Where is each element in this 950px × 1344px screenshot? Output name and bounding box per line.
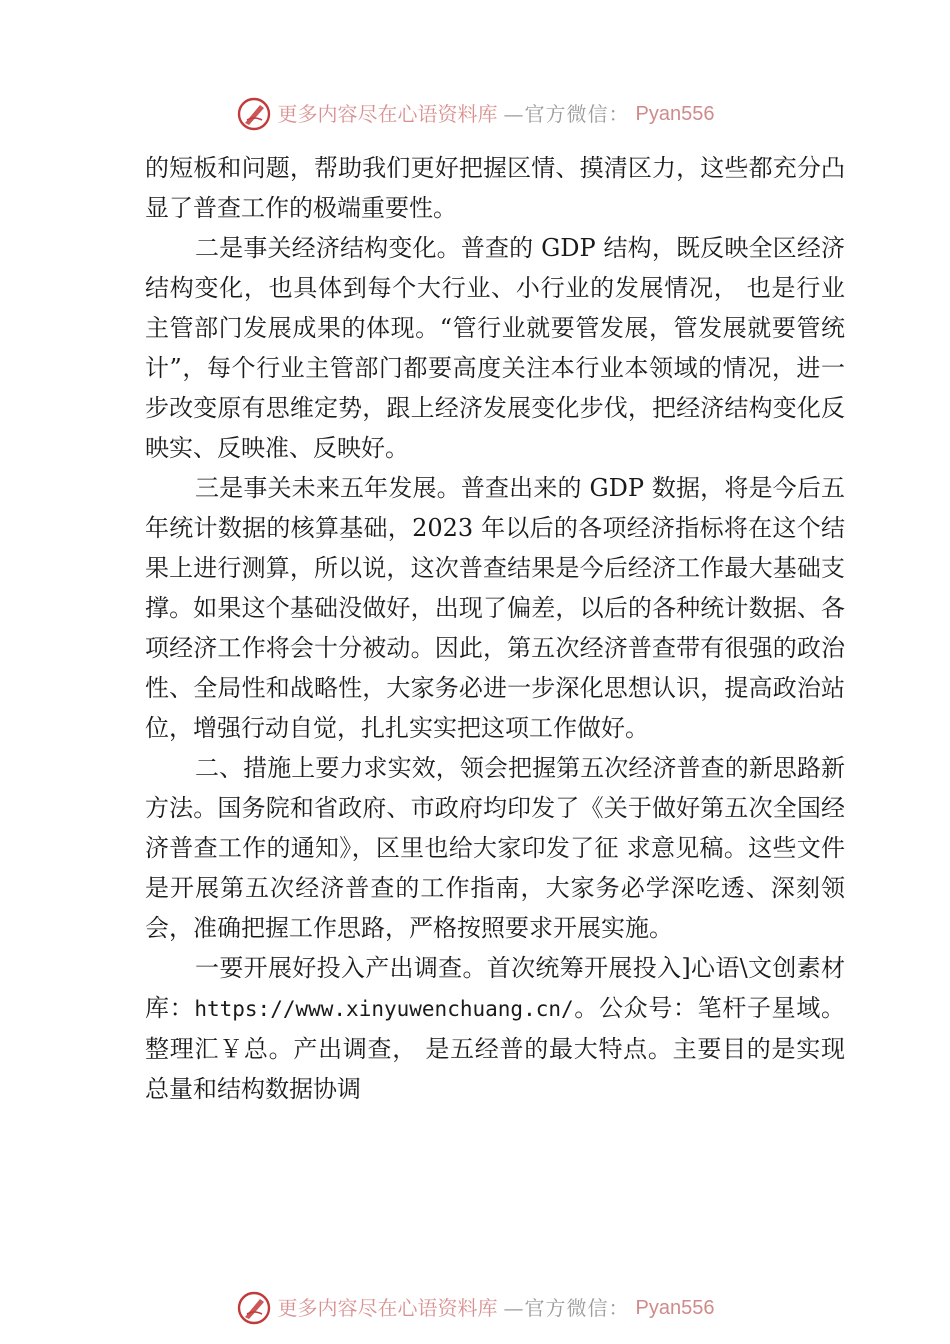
watermark-official-label: —官方微信： <box>503 102 630 126</box>
quill-seal-icon <box>236 1290 272 1326</box>
paragraph-text-part1: 一要开展好投入产出调查。首次统筹开展投入]心语\文创素材库： <box>145 954 845 1022</box>
paragraph-text-part2: 。公众号：笔杆子星域。整理汇￥总。产出调查， 是五经普的最大特点。主要目的是实现总量和结构数据协调 <box>145 994 846 1103</box>
source-url-text: https://www.xinyuwenchuang.cn/ <box>194 997 574 1021</box>
paragraph-continuation: 的短板和问题，帮助我们更好把握区情、摸清区力，这些都充分凸显了普查工作的极端重要性。 <box>145 154 845 222</box>
paragraph-economic-structure: 二是事关经济结构变化。普查的 GDP 结构，既反映全区经济结构变化，也具体到每个大行业、小行业的发展情况， 也是行业主管部门发展成果的体现。“管行业就要管发展，管发展就要管统计”，每个行业主管部门都要高度关注本行业本领域的情况，进一步改变原有思维定势，跟上经济发展变化步伐，把经济结构变化反映实、反映准、反映好。 <box>145 234 845 462</box>
document-body <box>145 148 845 1109</box>
watermark-official-label: —官方微信： <box>503 1296 630 1320</box>
watermark-wechat-id: Pyan556 <box>635 1297 715 1319</box>
footer-watermark <box>0 1288 950 1328</box>
watermark-brand-text: 更多内容尽在心语资料库 <box>277 102 498 126</box>
paragraph-input-output-survey <box>145 948 845 1109</box>
watermark-brand-text: 更多内容尽在心语资料库 <box>277 1296 498 1320</box>
paragraph-five-year-development: 三是事关未来五年发展。普查出来的 GDP 数据，将是今后五年统计数据的核算基础，2023 年以后的各项经济指标将在这个结果上进行测算，所以说，这次普查结果是今后经济工作最大基础支撑。如果这个基础没做好，出现了偏差，以后的各种统计数据、各项经济工作将会十分被动。因此，第五次经济普查带有很强的政治性、全局性和战略性，大家务必进一步深化思想认识，提高政治站位，增强行动自觉，扎扎实实把这项工作做好。 <box>145 474 845 742</box>
paragraph-measures: 二、措施上要力求实效，领会把握第五次经济普查的新思路新方法。国务院和省政府、市政府均印发了《关于做好第五次全国经济普查工作的通知》，区里也给大家印发了征 求意见稿。这些文件是开展第五次经济普查的工作指南，大家务必学深吃透、深刻领会，准确把握工作思路，严格按照要求开展实施。 <box>145 754 845 942</box>
watermark-wechat-id: Pyan556 <box>635 103 715 125</box>
quill-seal-icon <box>236 96 272 132</box>
header-watermark <box>0 94 950 134</box>
